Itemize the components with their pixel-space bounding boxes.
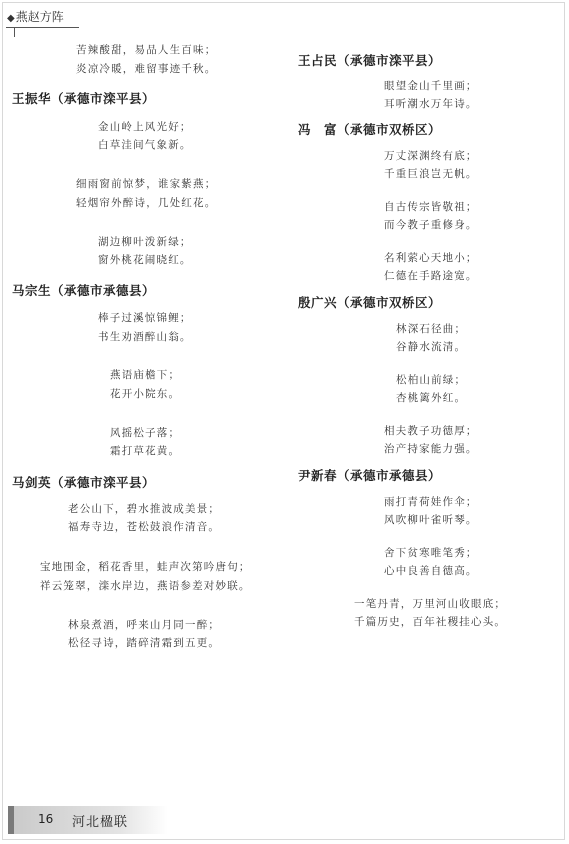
poem-line: 燕语庙檐下； (110, 369, 181, 381)
right-column (298, 0, 560, 800)
poem-line: 心中良善自德高。 (384, 565, 478, 577)
page-number: 16 (38, 812, 54, 826)
author-heading: 冯 富（承德市双桥区） (298, 122, 442, 137)
journal-title: 河北楹联 (72, 815, 129, 830)
author-heading: 马剑英（承德市滦平县） (12, 475, 156, 490)
poem-line: 棒子过溪惊锦鲤； (98, 312, 192, 324)
poem-line: 谷静水流清。 (396, 341, 467, 353)
poem-line: 炎凉冷暖，难留事迹千秋。 (76, 63, 217, 75)
poem-line: 老公山下，碧水推波成美景； (68, 503, 221, 515)
footer-accent (8, 806, 14, 834)
poem-line: 书生劝酒醉山翁。 (98, 331, 192, 343)
poem-line: 湖边柳叶泼新绿； (98, 236, 192, 248)
poem-line: 而今教子重修身。 (384, 219, 478, 231)
poem-line: 花开小院东。 (110, 388, 181, 400)
poem-line: 细雨窗前惊梦，谁家紫燕； (76, 178, 217, 190)
poem-line: 窗外桃花闹晓红。 (98, 254, 192, 266)
poem-line: 风摇松子落； (110, 427, 181, 439)
poem-line: 松柏山前绿； (396, 374, 467, 386)
poem-line: 耳听潮水万年诗。 (384, 98, 478, 110)
poem-line: 相夫教子功德厚； (384, 425, 478, 437)
poem-line: 轻烟帘外醉诗，几处红花。 (76, 197, 217, 209)
poem-line: 宝地围金，稻花香里，蛙声次第吟唐句； (40, 561, 251, 573)
poem-line: 林泉煮酒，呼来山月同一醉； (68, 619, 221, 631)
left-column (12, 0, 274, 800)
poem-line: 祥云笼翠，滦水岸边，燕语参差对妙联。 (40, 580, 251, 592)
author-heading: 马宗生（承德市承德县） (12, 283, 156, 298)
poem-line: 一笔丹青，万里河山收眼底； (354, 598, 507, 610)
poem-line: 白草洼间气象新。 (98, 139, 192, 151)
poem-line: 自古传宗皆敬祖； (384, 201, 478, 213)
poem-line: 千重巨浪岂无帆。 (384, 168, 478, 180)
poem-line: 雨打青荷娃作伞； (384, 496, 478, 508)
poem-line: 千篇历史，百年社稷挂心头。 (354, 616, 507, 628)
poem-line: 松径寻诗，踏碎清霜到五更。 (68, 637, 221, 649)
poem-line: 名利萦心天地小； (384, 252, 478, 264)
author-heading: 王振华（承德市滦平县） (12, 91, 156, 106)
poem-line: 苦辣酸甜，易品人生百味； (76, 44, 217, 56)
diamond-icon: ◆ (7, 13, 15, 24)
poem-line: 治产持家能力强。 (384, 443, 478, 455)
author-heading: 殷广兴（承德市双桥区） (298, 295, 442, 310)
poem-line: 风吹柳叶雀听琴。 (384, 514, 478, 526)
author-heading: 王占民（承德市滦平县） (298, 53, 442, 68)
poem-line: 仁德在手路途宽。 (384, 270, 478, 282)
poem-line: 霜打草花黄。 (110, 445, 181, 457)
section-title: 燕赵方阵 (15, 10, 64, 24)
poem-line: 杏桃篱外红。 (396, 392, 467, 404)
poem-line: 舍下贫寒唯笔秀； (384, 547, 478, 559)
poem-line: 万丈深渊终有底； (384, 150, 478, 162)
poem-line: 林深石径曲； (396, 323, 467, 335)
poem-line: 金山岭上风光好； (98, 121, 192, 133)
poem-line: 福寿寺边，苍松鼓浪作清音。 (68, 521, 221, 533)
poem-line: 眼望金山千里画； (384, 80, 478, 92)
author-heading: 尹新春（承德市承德县） (298, 468, 442, 483)
